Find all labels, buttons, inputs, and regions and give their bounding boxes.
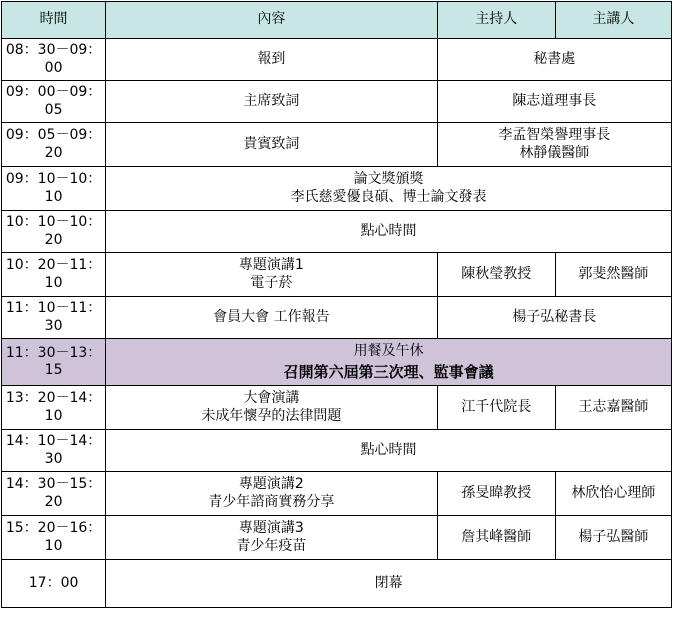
row-content-line2: 李氏慈愛優良碩、博士論文發表 — [290, 188, 487, 205]
row-host: 秘書處 — [437, 39, 671, 81]
row-content: 點心時間 — [106, 430, 672, 472]
row-content-line1: 專題演講3 — [238, 520, 304, 537]
row-content-line1: 用餐及午休 — [353, 343, 424, 359]
row-content: 點心時間 — [106, 211, 672, 253]
row-content — [106, 516, 437, 560]
row-host — [437, 123, 671, 167]
row-content — [106, 253, 437, 297]
table-row — [2, 39, 672, 81]
header-host: 主持人 — [437, 2, 555, 39]
row-time: 09：10－10：10 — [2, 167, 106, 211]
table-row — [2, 430, 672, 472]
row-content-line1: 論文獎頒獎 — [353, 171, 424, 187]
row-time: 11：10－11：30 — [2, 297, 106, 339]
header-content: 內容 — [106, 2, 437, 39]
row-speaker: 郭斐然醫師 — [555, 253, 671, 297]
table-row — [2, 211, 672, 253]
table-header — [2, 2, 672, 39]
row-content: 閉幕 — [106, 560, 672, 608]
header-speaker: 主講人 — [555, 2, 671, 39]
row-content: 貴賓致詞 — [106, 123, 437, 167]
row-time: 15：20－16：10 — [2, 516, 106, 560]
row-speaker: 楊子弘醫師 — [555, 516, 671, 560]
agenda-table — [1, 1, 672, 608]
table-row — [2, 386, 672, 430]
row-host: 楊子弘秘書長 — [437, 297, 671, 339]
row-time: 10：20－11：10 — [2, 253, 106, 297]
table-row — [2, 516, 672, 560]
table-row — [2, 81, 672, 123]
row-host: 詹其峰醫師 — [437, 516, 555, 560]
row-time: 10：10－10：20 — [2, 211, 106, 253]
row-time: 09：00－09：05 — [2, 81, 106, 123]
table-row — [2, 560, 672, 608]
row-time: 08：30－09：00 — [2, 39, 106, 81]
row-speaker: 王志嘉醫師 — [555, 386, 671, 430]
table-body — [2, 39, 672, 608]
row-host-line1: 李孟智榮譽理事長 — [498, 127, 611, 143]
row-host: 陳秋瑩教授 — [437, 253, 555, 297]
row-content — [106, 339, 672, 386]
row-content-line1: 專題演講2 — [238, 476, 304, 493]
table-row — [2, 297, 672, 339]
row-content-line1: 專題演講1 — [238, 257, 304, 273]
row-host: 江千代院長 — [437, 386, 555, 430]
table-row — [2, 167, 672, 211]
row-host: 孫旻暐教授 — [437, 472, 555, 516]
row-time: 14：10－14：30 — [2, 430, 106, 472]
row-time: 17：00 — [2, 560, 106, 608]
row-content-line2: 未成年懷孕的法律問題 — [201, 407, 342, 424]
row-time: 09：05－09：20 — [2, 123, 106, 167]
row-content — [106, 167, 672, 211]
header-time: 時間 — [2, 2, 106, 39]
row-time: 14：30－15：20 — [2, 472, 106, 516]
row-content-line2: 電子菸 — [250, 274, 293, 291]
row-content: 會員大會 工作報告 — [106, 297, 437, 339]
row-content-line2: 召開第六屆第三次理、監事會議 — [283, 362, 494, 381]
table-row — [2, 123, 672, 167]
header-row — [2, 2, 672, 39]
row-content: 報到 — [106, 39, 437, 81]
row-time: 13：20－14：10 — [2, 386, 106, 430]
row-host-line2: 林靜儀醫師 — [519, 144, 590, 161]
row-content: 主席致詞 — [106, 81, 437, 123]
row-speaker: 林欣怡心理師 — [555, 472, 671, 516]
row-content — [106, 386, 437, 430]
table-row — [2, 472, 672, 516]
row-content-line2: 青少年諮商實務分享 — [208, 493, 335, 510]
row-content-line2: 青少年疫苗 — [236, 537, 307, 554]
row-content-line1: 大會演講 — [243, 390, 300, 407]
table-row — [2, 253, 672, 297]
row-content — [106, 472, 437, 516]
row-time: 11：30－13：15 — [2, 339, 106, 386]
table-row-lunch — [2, 339, 672, 386]
row-host: 陳志道理事長 — [437, 81, 671, 123]
